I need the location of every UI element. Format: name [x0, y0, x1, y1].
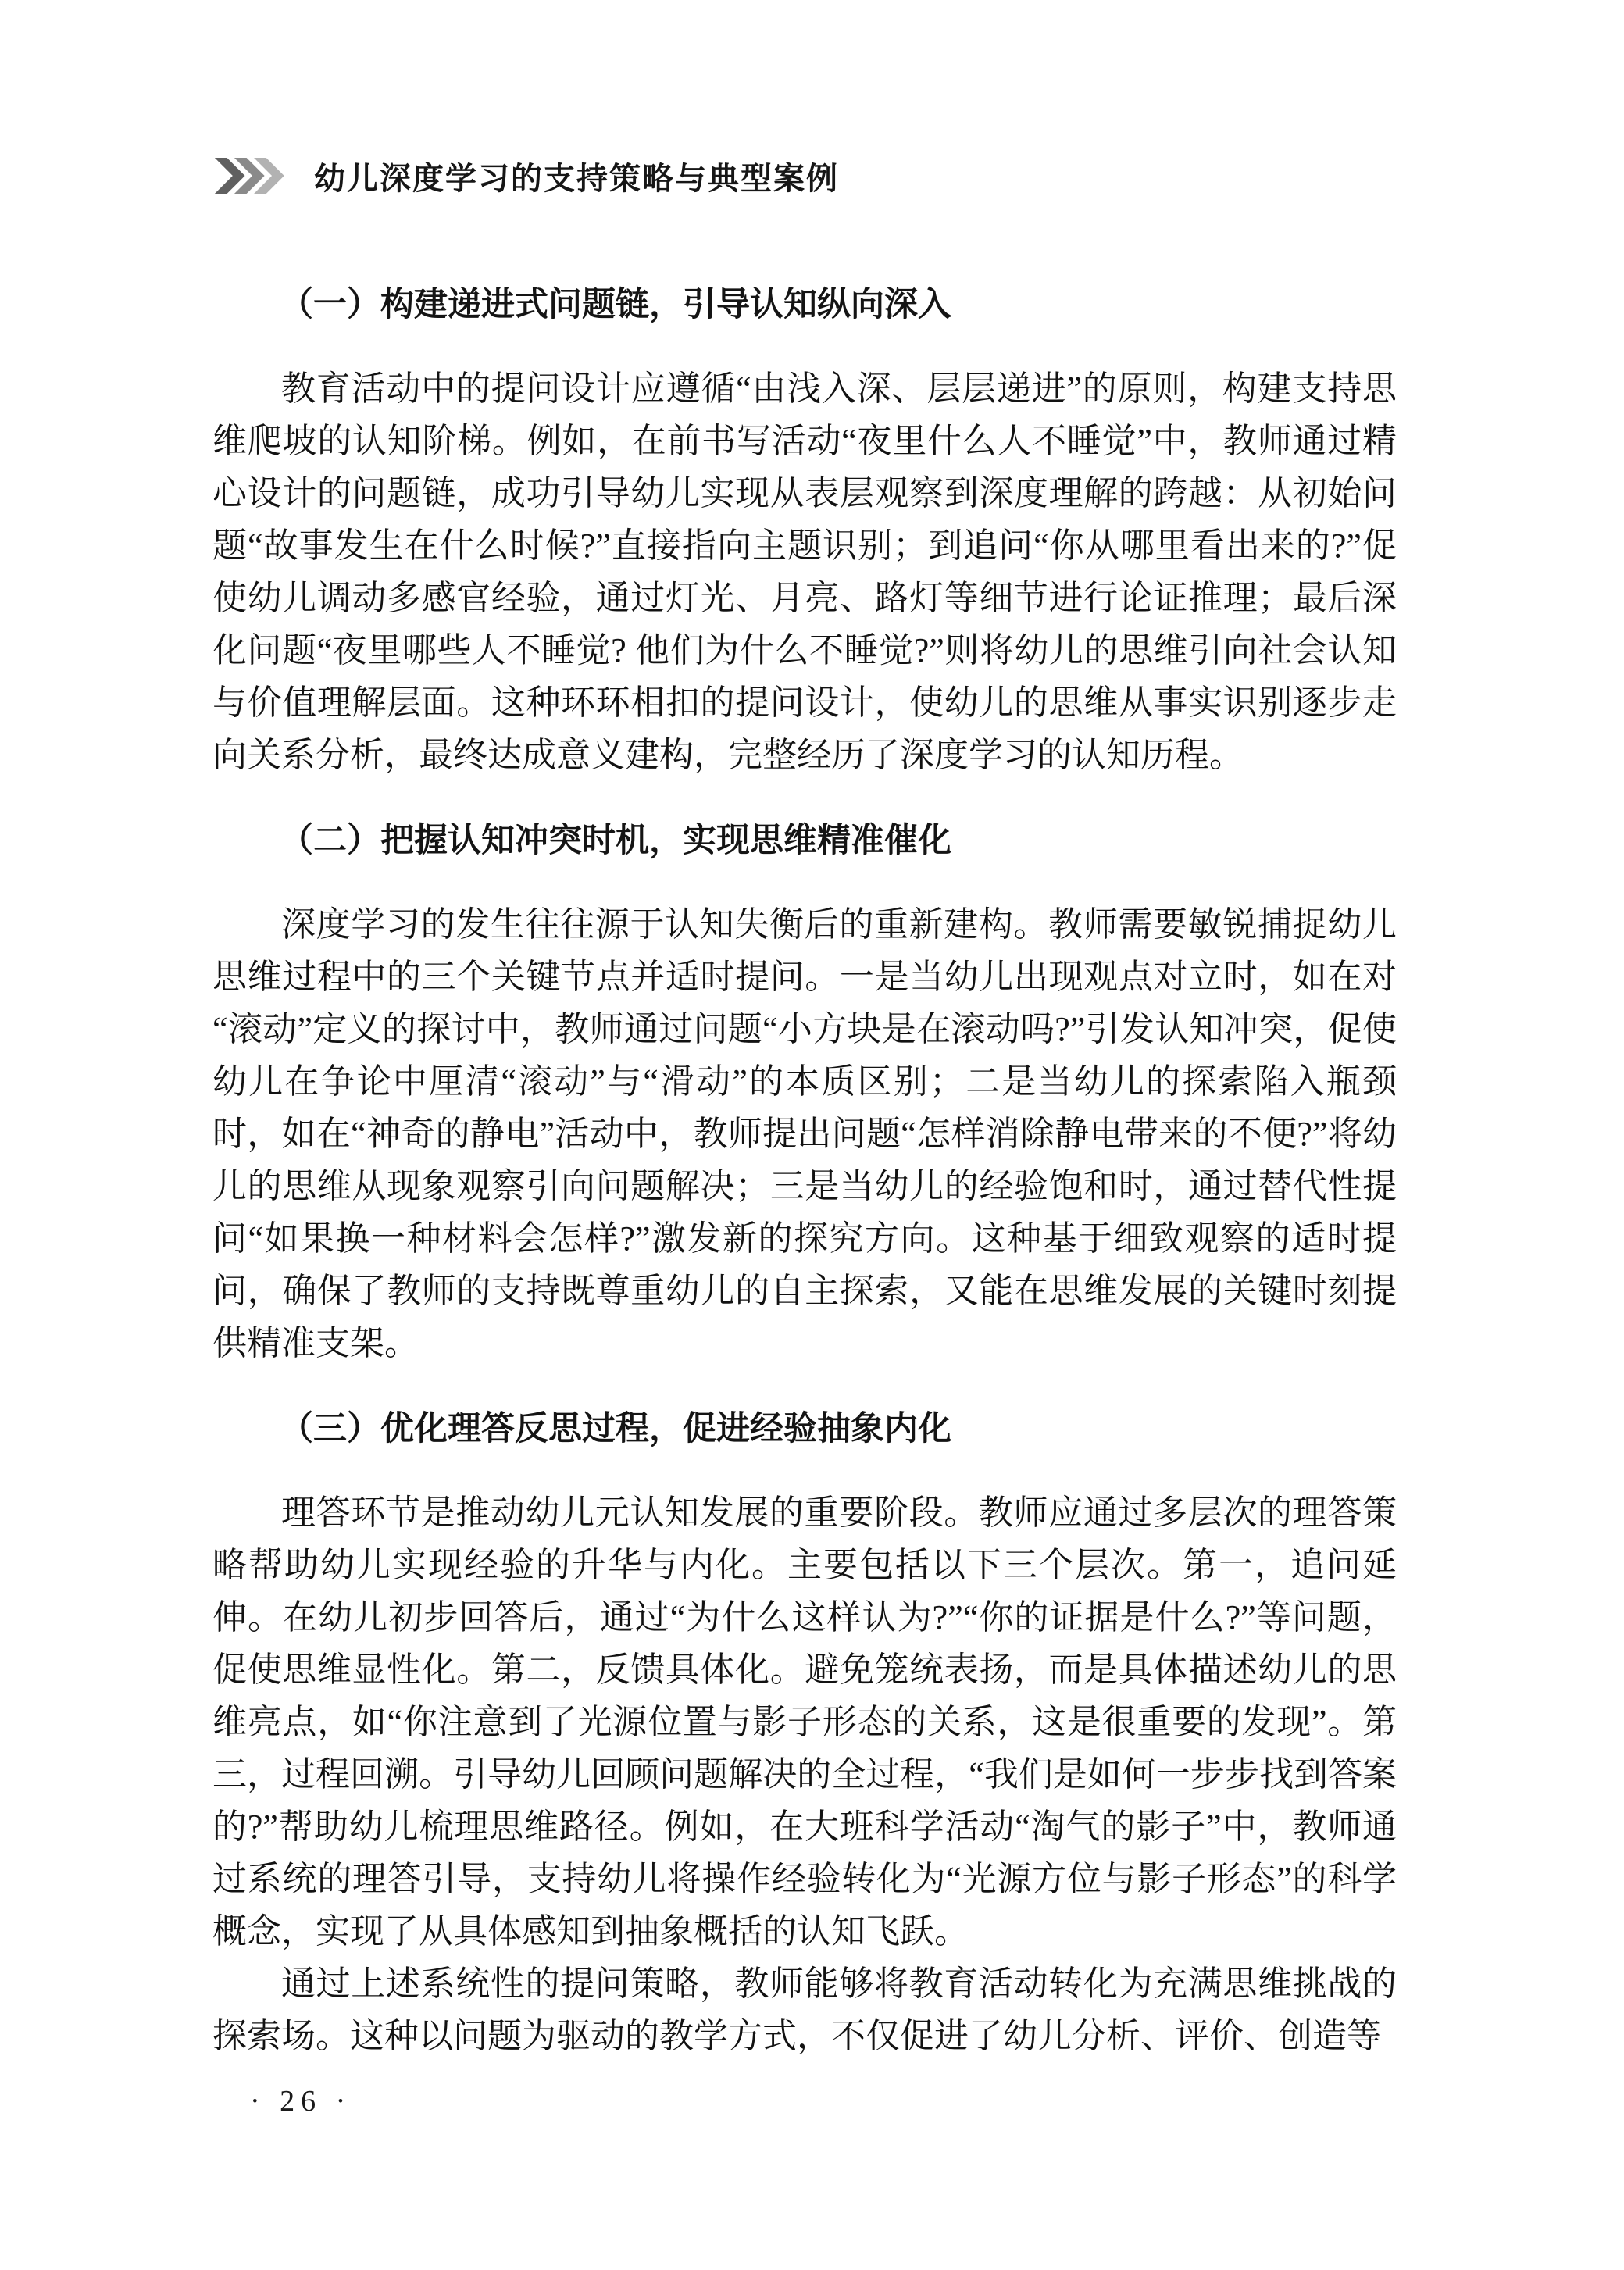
running-head-title: 幼儿深度学习的支持策略与典型案例 [314, 161, 839, 196]
section-3-paragraph-2: 通过上述系统性的提问策略，教师能够将教育活动转化为充满思维挑战的探索场。这种以问题为驱动的教学方式，不仅促进了幼儿分析、评价、创造等 [212, 1965, 1397, 2055]
section-heading-1: （一）构建递进式问题链，引导认知纵向深入 [280, 286, 951, 323]
triple-chevron-right-icon [212, 158, 294, 194]
section-1-paragraph: 教育活动中的提问设计应遵循“由浅入深、层层递进”的原则，构建支持思维爬坡的认知阶梯。例如，在前书写活动“夜里什么人不睡觉”中，教师通过精心设计的问题链，成功引导幼儿实现从表层观察到深度理解的跨越：从初始问题“故事发生在什么时候?”直接指向主题识别；到追问“你从哪里看出来的?”促使幼儿调动多感官经验，通过灯光、月亮、路灯等细节进行论证推理；最后深化问题“夜里哪些人不睡觉? 他们为什么不睡觉?”则将幼儿的思维引向社会认知与价值理解层面。这种环环相扣的提问设计，使幼儿的思维从事实识别逐步走向关系分析，最终达成意义建构，完整经历了深度学习的认知历程。 [212, 369, 1397, 774]
section-heading-2: （二）把握认知冲突时机，实现思维精准催化 [280, 822, 951, 859]
section-2-paragraph: 深度学习的发生往往源于认知失衡后的重新建构。教师需要敏锐捕捉幼儿思维过程中的三个关键节点并适时提问。一是当幼儿出现观点对立时，如在对“滚动”定义的探讨中，教师通过问题“小方块是在滚动吗?”引发认知冲突，促使幼儿在争论中厘清“滚动”与“滑动”的本质区别；二是当幼儿的探索陷入瓶颈时，如在“神奇的静电”活动中，教师提出问题“怎样消除静电带来的不便?”将幼儿的思维从现象观察引向问题解决；三是当幼儿的经验饱和时，通过替代性提问“如果换一种材料会怎样?”激发新的探究方向。这种基于细致观察的适时提问，确保了教师的支持既尊重幼儿的自主探索，又能在思维发展的关键时刻提供精准支架。 [212, 905, 1397, 1362]
page-number: · 26 · [250, 2085, 352, 2118]
running-head [212, 156, 1397, 195]
section-heading-3: （三）优化理答反思过程，促进经验抽象内化 [280, 1410, 951, 1447]
page-body [212, 283, 1397, 2062]
section-3-paragraph-1: 理答环节是推动幼儿元认知发展的重要阶段。教师应通过多层次的理答策略帮助幼儿实现经验的升华与内化。主要包括以下三个层次。第一，追问延伸。在幼儿初步回答后，通过“为什么这样认为?”“你的证据是什么?”等问题，促使思维显性化。第二，反馈具体化。避免笼统表扬，而是具体描述幼儿的思维亮点，如“你注意到了光源位置与影子形态的关系，这是很重要的发现”。第三，过程回溯。引导幼儿回顾问题解决的全过程，“我们是如何一步步找到答案的?”帮助幼儿梳理思维路径。例如，在大班科学活动“淘气的影子”中，教师通过系统的理答引导，支持幼儿将操作经验转化为“光源方位与影子形态”的科学概念，实现了从具体感知到抽象概括的认知飞跃。 [212, 1494, 1397, 1951]
